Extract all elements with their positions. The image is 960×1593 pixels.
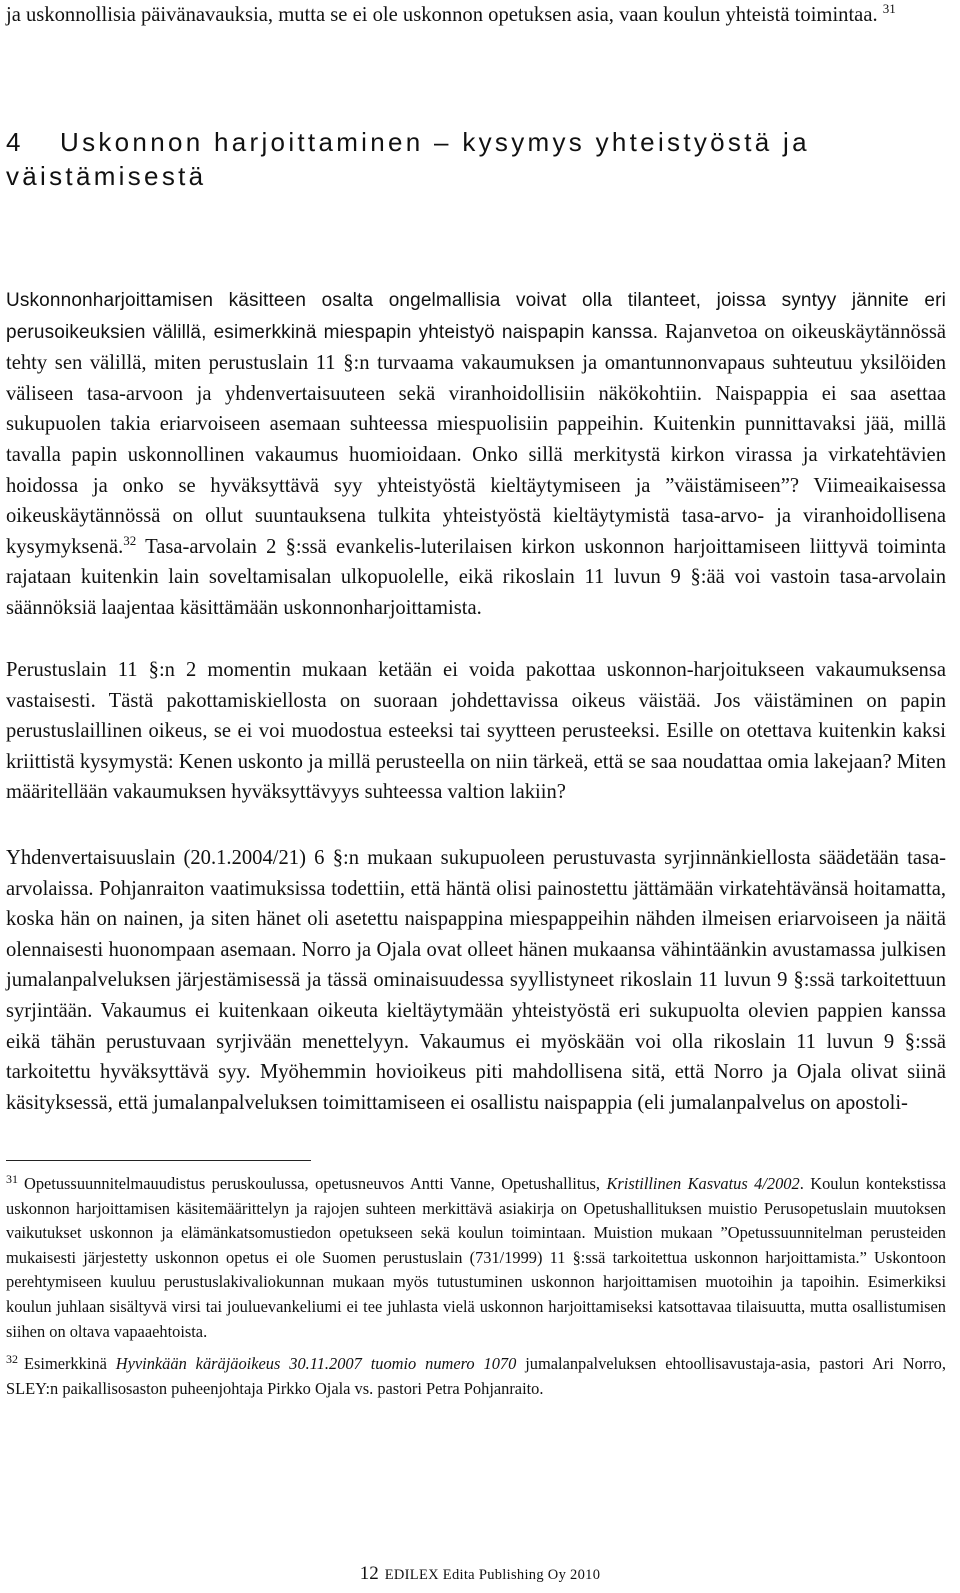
section-number: 4	[6, 127, 24, 157]
footnote-31-italic: Kristillinen Kasvatus 4/2002	[606, 1174, 800, 1193]
footnote-32-text-b: jumalanpalveluksen ehtoollisavustaja-asia, pastori Ari Norro, SLEY:n paikallisosaston puheenjohtaja Pirkko Ojala vs. pastori Petra Pohjanraito.	[6, 1354, 946, 1398]
section-title: Uskonnon harjoittaminen – kysymys yhteistyöstä ja väistämisestä	[6, 127, 810, 191]
page-footer	[6, 1563, 954, 1585]
footnote-divider	[6, 1160, 311, 1161]
publisher-line: EDILEX Edita Publishing Oy 2010	[384, 1567, 601, 1583]
section-heading	[6, 125, 946, 193]
footnote-31	[6, 1172, 946, 1344]
paragraph-3: Yhdenvertaisuuslain (20.1.2004/21) 6 §:n mukaan sukupuoleen perustuvasta syrjinnänkiellosta säädetään tasa-arvolaissa. Pohjanraiton vaatimuksissa todettiin, että häntä olisi painostettu jättämään virkatehtävänsä hoitamatta, koska hän on nainen, ja siten hänet oli asetettu naispappina miespappeihin nähden ilmeisen eriarvoiseen ja näitä olennaisesti huonompaan asemaan. Norro ja Ojala ovat olleet hänen mukaansa vähintäänkin avustamassa julkisen jumalanpalveluksen järjestämisessä ja tässä ominaisuudessa syyllistyneet rikoslain 11 luvun 9 §:ssä tarkoitettuun syrjintään. Vakaumus ei kuitenkaan oikeuta kieltäytymään yhteistyöstä eri sukupuolta olevien pappien kanssa eikä tähän perustuvaan syrjivään menettelyyn. Vakaumus ei myöskään voi olla rikoslain 11 luvun 9 §:ssä tarkoitettu hyväksyttävä syy. Myöhemmin hovioikeus piti mahdollisena sitä, että Norro ja Ojala olivat siinä käsityksessä, että jumalanpalveluksen toimittamiseen ei osallistu naispappia (eli jumalanpalvelus on apostoli-	[6, 847, 946, 1114]
continuation-text: ja uskonnollisia päivänavauksia, mutta se ei ole uskonnon opetuksen asia, vaan koulun yhteistä toimintaa.	[6, 4, 878, 26]
footnote-32-italic: Hyvinkään käräjäoikeus 30.11.2007 tuomio numero 1070	[115, 1354, 517, 1374]
paragraph-2: Perustuslain 11 §:n 2 momentin mukaan ketään ei voida pakottaa uskonnon-harjoitukseen vakaumuksensa vastaisesti. Tästä pakottamiskiellosta on suoraan johdettavissa oikeus väistää. Jos väistäminen on papin perustuslaillinen oikeus, se ei voi muodostua esteeksi tai syytteen perusteeksi. Esille on otettava kuitenkin kaksi kriittistä kysymystä: Kenen uskonto ja millä perusteella on niin tärkeä, että se saa noudattaa omia lakejaan? Miten määritellään vakaumuksen hyväksyttävyys suhteessa valtion lakiin?	[6, 659, 946, 804]
footnote-31-text-b: . Koulun kontekstissa uskonnon harjoittamisen käsitemäärittelyn ja rajojen suhteen merkittävä asiakirja on Opetushallituksen muistio Perusopetuslain muutoksen vaikutukset uskonnon ja elämänkatsomustiedon opetukseen sekä koulun toimintaan. Muistion mukaan ”Opetussuunnitelman perusteiden mukaisesti järjestetty uskonnon opetus ei ole Suomen perustuslain (731/1999) 11 §:ssä tarkoitettua uskonnon harjoittamista.” Uskontoon perehtymiseen kuuluu perustuslakivaliokunnan mukaan myös tutustuminen uskonnon harjoittamisen muotoihin ja tapoihin. Esimerkiksi koulun juhlaan sisältyvä virsi tai jouluevankeliumi ei tee juhlasta vielä uskonnon harjoittamiseksi katsottavaa tilaisuutta, mutta osallistumisen siihen on oltava vapaaehtoista.	[6, 1174, 947, 1341]
continuation-paragraph	[6, 0, 946, 31]
footnote-31-text-a: Opetussuunnitelmauudistus peruskoulussa, opetusneuvos Antti Vanne, Opetushallitus,	[24, 1174, 607, 1193]
paragraph-1-body-a: Rajanvetoa on oikeuskäytännössä tehty sen välillä, miten perustuslain 11 §:n turvaama vakaumuksen ja omantunnonvapaus suhteutuu yksilöiden väliseen tasa-arvoon ja yhdenvertaisuuteen sekä viranhoidollisiin näkökohtiin. Naispappia ei saa asettaa sukupuolen takia eriarvoiseen asemaan suhteessa miespuolisiin pappeihin. Kuitenkin punnittavaksi jää, millä tavalla papin uskonnollinen vakaumus huomioidaan. Onko sillä merkitystä kirkon virassa ja virkatehtävien hoidossa ja onko se hyväksyttävä syy yhteistyöstä kieltäytymiseen ja ”väistämiseen”? Viimeaikaisessa oikeuskäytännössä on ollut suuntauksena tulkita yhteistyöstä kieltäytymistä tasa-arvo- ja viranhoidollisena kysymyksenä.	[6, 320, 946, 558]
footnote-31-mark: 31	[6, 1171, 18, 1186]
footnote-ref-31[interactable]: 31	[882, 1, 896, 17]
paragraph-1-intro: Uskonnonharjoittamisen käsitteen osalta ongelmallisia voivat olla tilanteet, joissa syntyy jännite eri perusoikeuksien välillä, esimerkkinä miespapin yhteistyö naispapin kanssa.	[6, 290, 946, 343]
footnote-32	[6, 1352, 946, 1401]
page-number: 12	[359, 1563, 379, 1584]
footnotes	[6, 1172, 946, 1409]
footnote-32-text-a: Esimerkkinä	[24, 1354, 116, 1374]
footnote-ref-32[interactable]: 32	[123, 532, 137, 548]
footnote-32-mark: 32	[6, 1351, 18, 1366]
paragraph-1-body-b: Tasa-arvolain 2 §:ssä evankelis-luterilaisen kirkon uskonnon harjoittamiseen liittyvä toiminta rajataan kuitenkin lain soveltamisalan ulkopuolelle, eikä rikoslain 11 luvun 9 §:ää voi vastoin tasa-arvolain säännöksiä laajentaa käsittämään uskonnonharjoittamista.	[6, 535, 946, 619]
paragraph-1	[6, 285, 946, 624]
